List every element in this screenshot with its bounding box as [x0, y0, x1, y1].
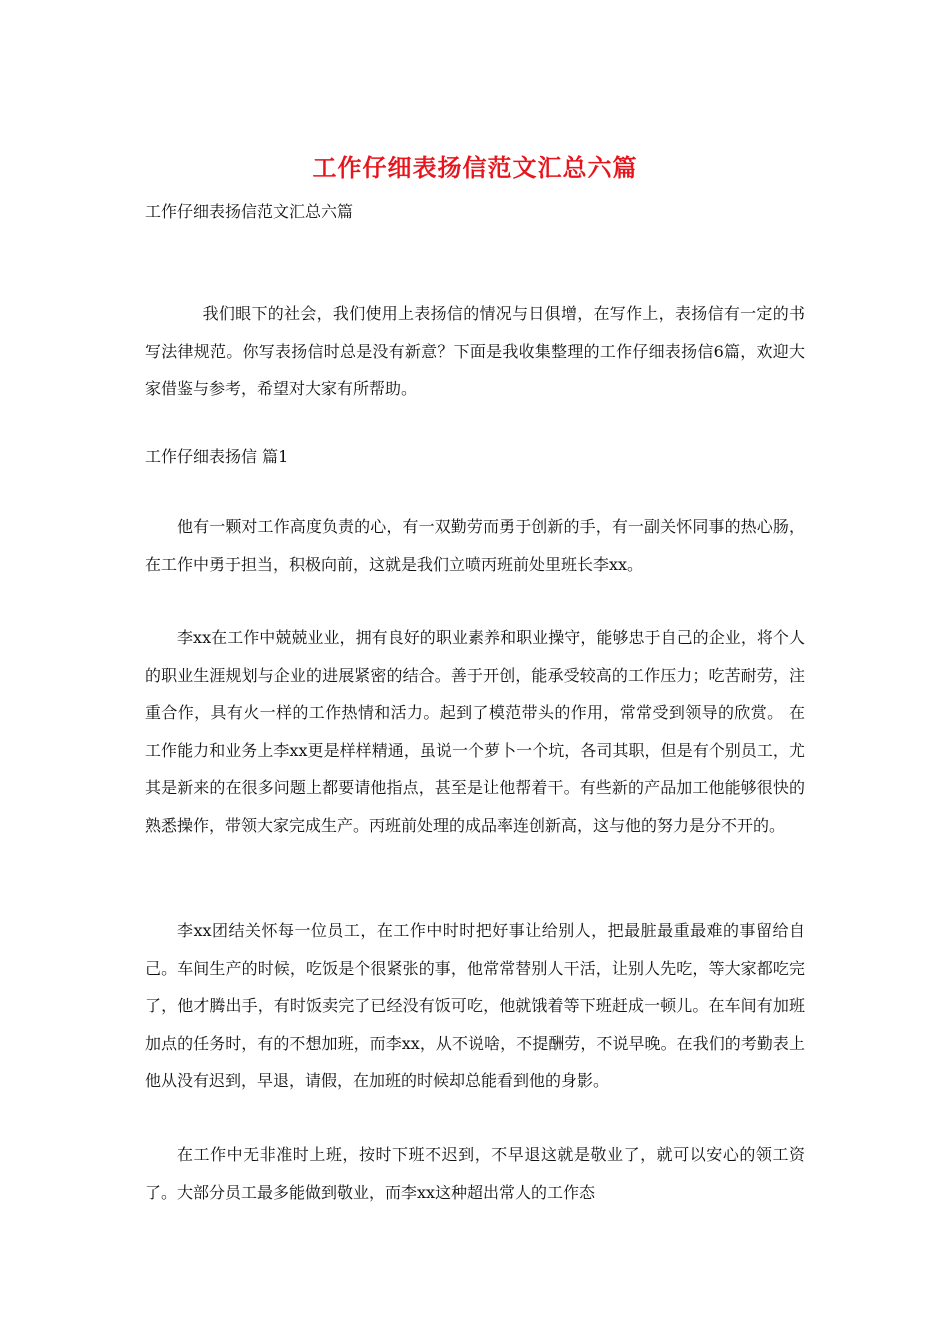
section-heading: 工作仔细表扬信 篇1 [145, 447, 289, 466]
document-title: 工作仔细表扬信范文汇总六篇 [312, 153, 638, 182]
document-subtitle: 工作仔细表扬信范文汇总六篇 [145, 202, 354, 221]
body-paragraph: 在工作中无非准时上班，按时下班不迟到，不早退这就是敬业了，就可以安心的领工资了。大部分员工最多能做到敬业，而李xx这种超出常人的工作态 [145, 1145, 805, 1202]
body-paragraph: 他有一颗对工作高度负责的心，有一双勤劳而勇于创新的手，有一副关怀同事的热心肠，在工作中勇于担当，积极向前，这就是我们立喷丙班前处里班长李xx。 [145, 517, 805, 574]
body-paragraph: 李xx在工作中兢兢业业，拥有良好的职业素养和职业操守，能够忠于自己的企业，将个人的职业生涯规划与企业的进展紧密的结合。善于开创，能承受较高的工作压力；吃苦耐劳，注重合作，具有火一样的工作热情和活力。起到了模范带头的作用，常常受到领导的欣赏。 在工作能力和业务上李xx更是样样精通，虽说一个萝卜一个坑，各司其职，但是有个别员工，尤其是新来的在很多问题上都要请他指点，甚至是让他帮着干。有些新的产品加工他能够很快的熟悉操作，带领大家完成生产。丙班前处理的成品率连创新高，这与他的努力是分不开的。 [145, 628, 805, 835]
intro-paragraph: 我们眼下的社会，我们使用上表扬信的情况与日俱增，在写作上，表扬信有一定的书写法律规范。你写表扬信时总是没有新意？下面是我收集整理的工作仔细表扬信6篇，欢迎大家借鉴与参考，希望对大家有所帮助。 [145, 304, 805, 398]
body-paragraph: 李xx团结关怀每一位员工，在工作中时时把好事让给别人，把最脏最重最难的事留给自己。车间生产的时候，吃饭是个很紧张的事，他常常替别人干活，让别人先吃，等大家都吃完了，他才腾出手，有时饭卖完了已经没有饭可吃，他就饿着等下班赶成一顿儿。在车间有加班加点的任务时，有的不想加班，而李xx，从不说啥，不提酬劳，不说早晚。在我们的考勤表上他从没有迟到，早退，请假，在加班的时候却总能看到他的身影。 [145, 921, 805, 1090]
